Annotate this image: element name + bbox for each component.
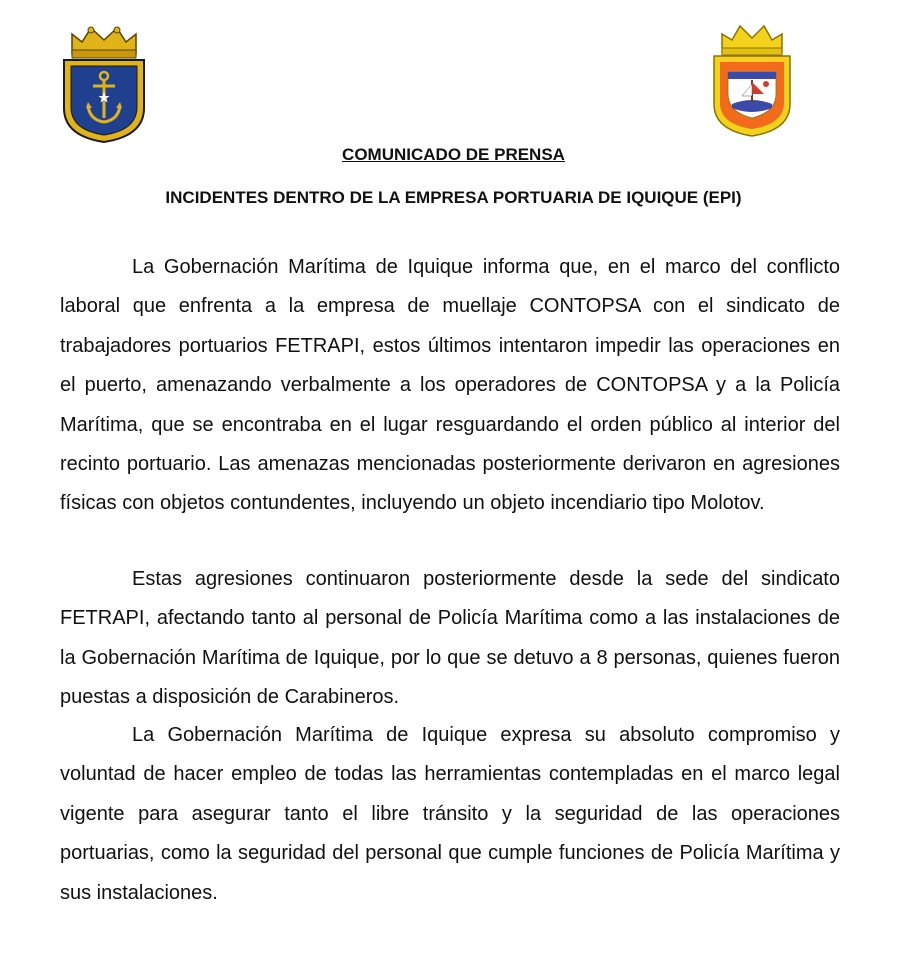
navy-anchor-crest-icon [58, 22, 150, 144]
body-paragraph: Estas agresiones continuaron posteriormente desde la sede del sindicato FETRAPI, afectando tanto al personal de Policía Marítima como a las instalaciones de la Gobernación Marítima de Iquique, por lo que se detuvo a 8 personas, quienes fueron puestas a disposición de Carabineros. [60, 568, 840, 709]
body-paragraph: La Gobernación Marítima de Iquique expresa su absoluto compromiso y voluntad de hacer empleo de todas las herramientas contempladas en el marco legal vigente para asegurar tanto el libre tránsito y la seguridad de las operaciones portuarias, como la seguridad del personal que cumple funciones de Policía Marítima y sus instalaciones. [60, 724, 840, 904]
page-subtitle: INCIDENTES DENTRO DE LA EMPRESA PORTUARIA DE IQUIQUE (EPI) [165, 188, 742, 207]
body-paragraph: La Gobernación Marítima de Iquique informa que, en el marco del conflicto laboral que enfrenta a la empresa de muellaje CONTOPSA con el sindicato de trabajadores portuarios FETRAPI, estos últimos intentaron impedir las operaciones en el puerto, amenazando verbalmente a los operadores de CONTOPSA y a la Policía Marítima, que se encontraba en el lugar resguardando el orden público al interior del recinto portuario. Las amenazas mencionadas posteriormente derivaron en agresiones físicas con objetos contundentes, incluyendo un objeto incendiario tipo Molotov. [60, 256, 840, 515]
maritime-governorship-crest-icon [710, 22, 794, 138]
page-title: COMUNICADO DE PRENSA [342, 145, 565, 164]
